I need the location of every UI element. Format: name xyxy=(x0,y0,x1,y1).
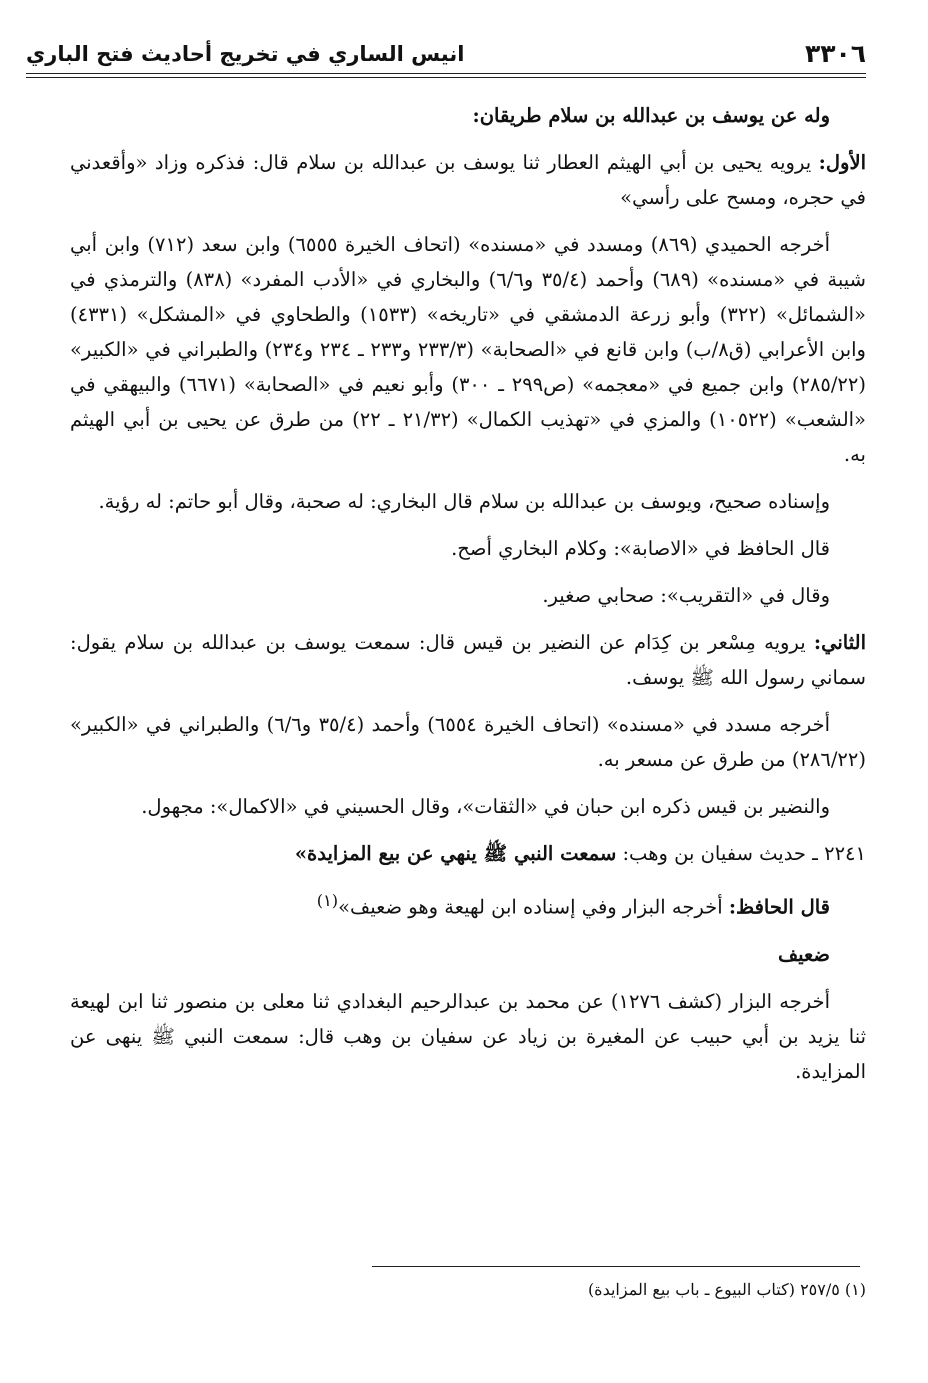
running-title: انيس الساري في تخريج أحاديث فتح الباري xyxy=(26,42,465,66)
hadith-number: ٢٢٤١ ـ حديث سفيان بن وهب: xyxy=(622,842,866,865)
paragraph: وقال في «التقريب»: صحابي صغير. xyxy=(542,584,830,607)
page-body xyxy=(70,98,866,1101)
header-rule-double xyxy=(26,77,866,78)
grading-heading: ضعيف xyxy=(777,942,830,966)
paragraph: أخرجه الحميدي (٨٦٩) ومسدد في «مسنده» (اتحاف الخيرة ٦٥٥٥) وابن سعد (٧١٢) وابن أبي شيبة في «مسنده» (٦٨٩) وأحمد (٣٥/٤ و٦/٦) والبخاري في «الأدب المفرد» (٨٣٨) والترمذي في «الشمائل» (٣٢٢) وأبو زرعة الدمشقي في «تاريخه» (١٥٣٣) والطحاوي في «المشكل» (٤٣٣١) وابن الأعرابي (ق٨/ب) وابن قانع في «الصحابة» (٢٣٣/٣ و٢٣٣ ـ ٢٣٤ و٢٣٤) والطبراني في «الكبير» (٢٨٥/٢٢) وابن جميع في «معجمه» (ص٢٩٩ ـ ٣٠٠) وأبو نعيم في «الصحابة» (٦٦٧١) والبيهقي في «الشعب» (١٠٥٢٢) والمزي في «تهذيب الكمال» (٢١/٣٢ ـ ٢٢) من طرق عن يحيى بن أبي الهيثم به. xyxy=(70,233,866,466)
footnote-marker: (١) xyxy=(316,891,339,910)
paragraph xyxy=(70,625,866,695)
paragraph: والنضير بن قيس ذكره ابن حبان في «الثقات»، وقال الحسيني في «الاكمال»: مجهول. xyxy=(141,795,830,818)
paragraph-label: الأول: xyxy=(818,151,866,174)
paragraph xyxy=(70,883,830,925)
paragraph: أخرجه البزار (كشف ١٢٧٦) عن محمد بن عبدالرحيم البغدادي ثنا معلى بن منصور ثنا ابن لهيعة ثنا يزيد بن أبي حبيب عن المغيرة بن زياد عن سفيان بن وهب قال: سمعت النبي ﷺ ينهى عن المزايدة. xyxy=(70,989,867,1083)
paragraph xyxy=(70,145,866,215)
footnote: (١) ٢٥٧/٥ (كتاب البيوع ـ باب بيع المزايدة) xyxy=(587,1280,866,1299)
hadith-text: سمعت النبي ﷺ ينهي عن بيع المزايدة» xyxy=(294,842,617,865)
paragraph: وإسناده صحيح، ويوسف بن عبدالله بن سلام قال البخاري: له صحبة، وقال أبو حاتم: له رؤية. xyxy=(98,490,830,513)
paragraph: وله عن يوسف بن عبدالله بن سلام طريقان: xyxy=(472,104,830,127)
header-rule xyxy=(26,73,866,74)
footnote-rule xyxy=(372,1266,860,1267)
paragraph-text: أخرجه البزار وفي إسناده ابن لهيعة وهو ضعيف» xyxy=(338,895,723,919)
paragraph-label: قال الحافظ: xyxy=(728,895,830,919)
paragraph-text: يرويه يحيى بن أبي الهيثم العطار ثنا يوسف بن عبدالله بن سلام قال: فذكره وزاد «وأقعدني في حجره، ومسح على رأسي» xyxy=(70,151,866,209)
paragraph-label: الثاني: xyxy=(813,631,866,654)
page-header xyxy=(26,28,866,72)
paragraph: قال الحافظ في «الاصابة»: وكلام البخاري أصح. xyxy=(451,537,830,560)
paragraph-text: يرويه مِسْعر بن كِدَام عن النضير بن قيس قال: سمعت يوسف بن عبدالله بن سلام يقول: سماني رسول الله ﷺ يوسف. xyxy=(70,631,866,689)
page-number: ٣٣٠٦ xyxy=(804,39,866,68)
hadith-heading xyxy=(70,836,866,871)
paragraph: أخرجه مسدد في «مسنده» (اتحاف الخيرة ٦٥٥٤) وأحمد (٣٥/٤ و٦/٦) والطبراني في «الكبير» (٢٨٦/٢٢) من طرق عن مسعر به. xyxy=(70,713,866,771)
